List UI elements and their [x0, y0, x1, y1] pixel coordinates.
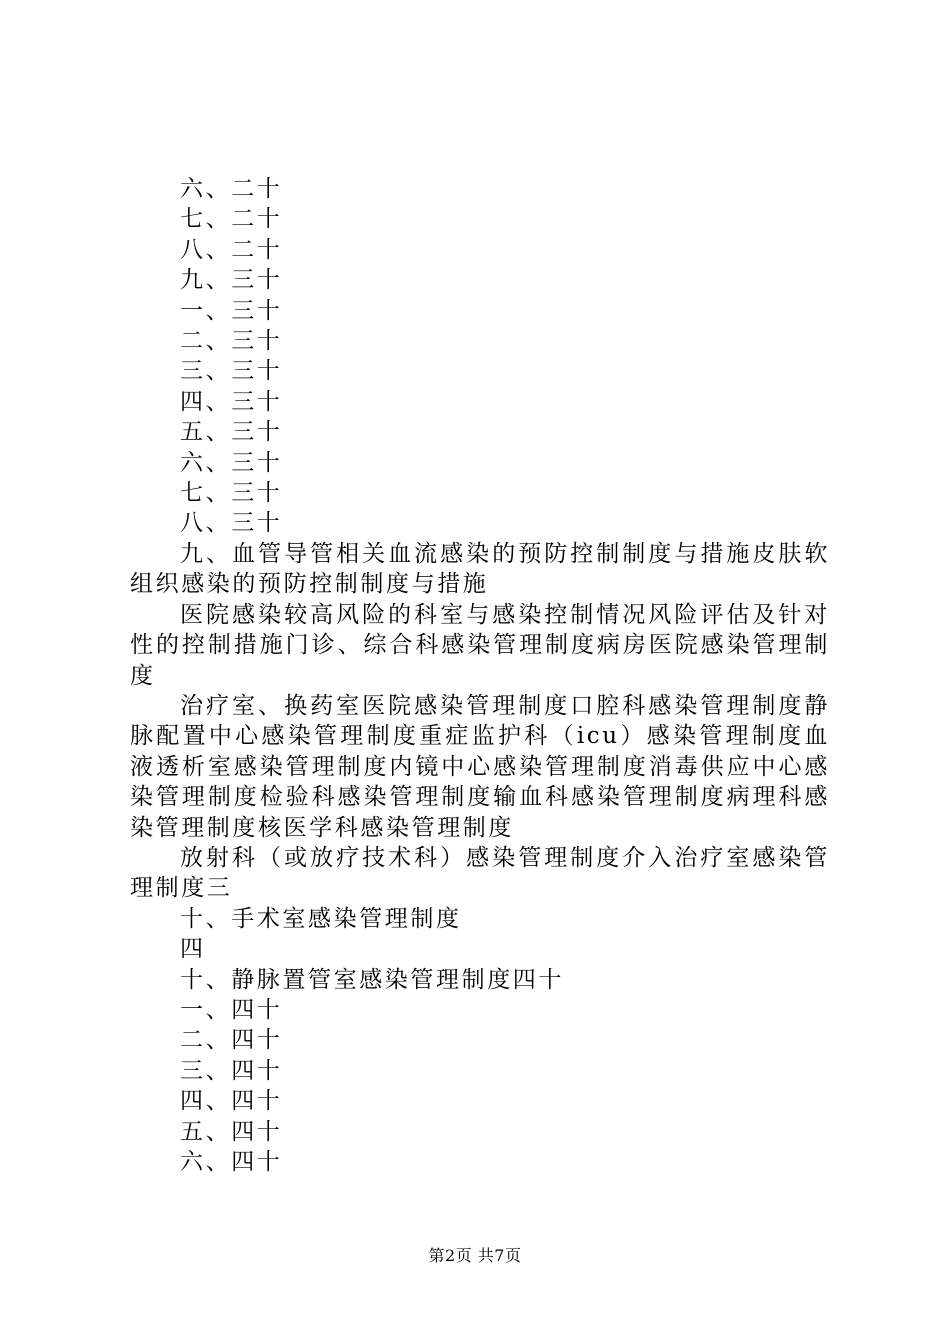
- body-paragraph: 九、血管导管相关血流感染的预防控制制度与措施皮肤软组织感染的预防控制制度与措施: [130, 540, 830, 598]
- toc-line: 五、三十: [180, 419, 283, 446]
- toc-line: 四、三十: [180, 388, 283, 415]
- toc-line: 十、手术室感染管理制度: [180, 905, 462, 932]
- page-footer: [0, 1243, 950, 1266]
- toc-line: 六、四十: [180, 1149, 283, 1175]
- body-paragraph: 放射科（或放疗技术科）感染管理制度介入治疗室感染管理制度三: [130, 844, 830, 902]
- toc-line: 七、三十: [180, 480, 283, 507]
- toc-line: 八、三十: [180, 510, 283, 537]
- toc-line: 四、四十: [180, 1088, 283, 1115]
- toc-line: 六、二十: [180, 176, 283, 202]
- body-paragraph: 治疗室、换药室医院感染管理制度口腔科感染管理制度静脉配置中心感染管理制度重症监护科（icu）感染管理制度血液透析室感染管理制度内镜中心感染管理制度消毒供应中心感染管理制度检验科感染管理制度输血科感染管理制度病理科感染管理制度核医学科感染管理制度: [130, 692, 830, 841]
- toc-line: 八、二十: [180, 236, 283, 263]
- toc-line: 二、四十: [180, 1027, 283, 1054]
- toc-line: 一、三十: [180, 297, 283, 324]
- toc-line: 九、三十: [180, 267, 283, 294]
- toc-line: 五、四十: [180, 1118, 283, 1145]
- toc-line: 三、四十: [180, 1057, 283, 1084]
- body-paragraph: 医院感染较高风险的科室与感染控制情况风险评估及针对性的控制措施门诊、综合科感染管理制度病房医院感染管理制度: [130, 601, 830, 689]
- page-number-label: 第2页 共7页: [428, 1246, 522, 1265]
- toc-line: 六、三十: [180, 449, 283, 476]
- toc-line: 七、二十: [180, 206, 283, 233]
- toc-line: 十、静脉置管室感染管理制度四十: [180, 966, 564, 993]
- document-body: [130, 174, 830, 1177]
- toc-line: 四: [180, 936, 206, 963]
- toc-line: 一、四十: [180, 996, 283, 1023]
- toc-line: 三、三十: [180, 358, 283, 385]
- toc-line: 二、三十: [180, 328, 283, 355]
